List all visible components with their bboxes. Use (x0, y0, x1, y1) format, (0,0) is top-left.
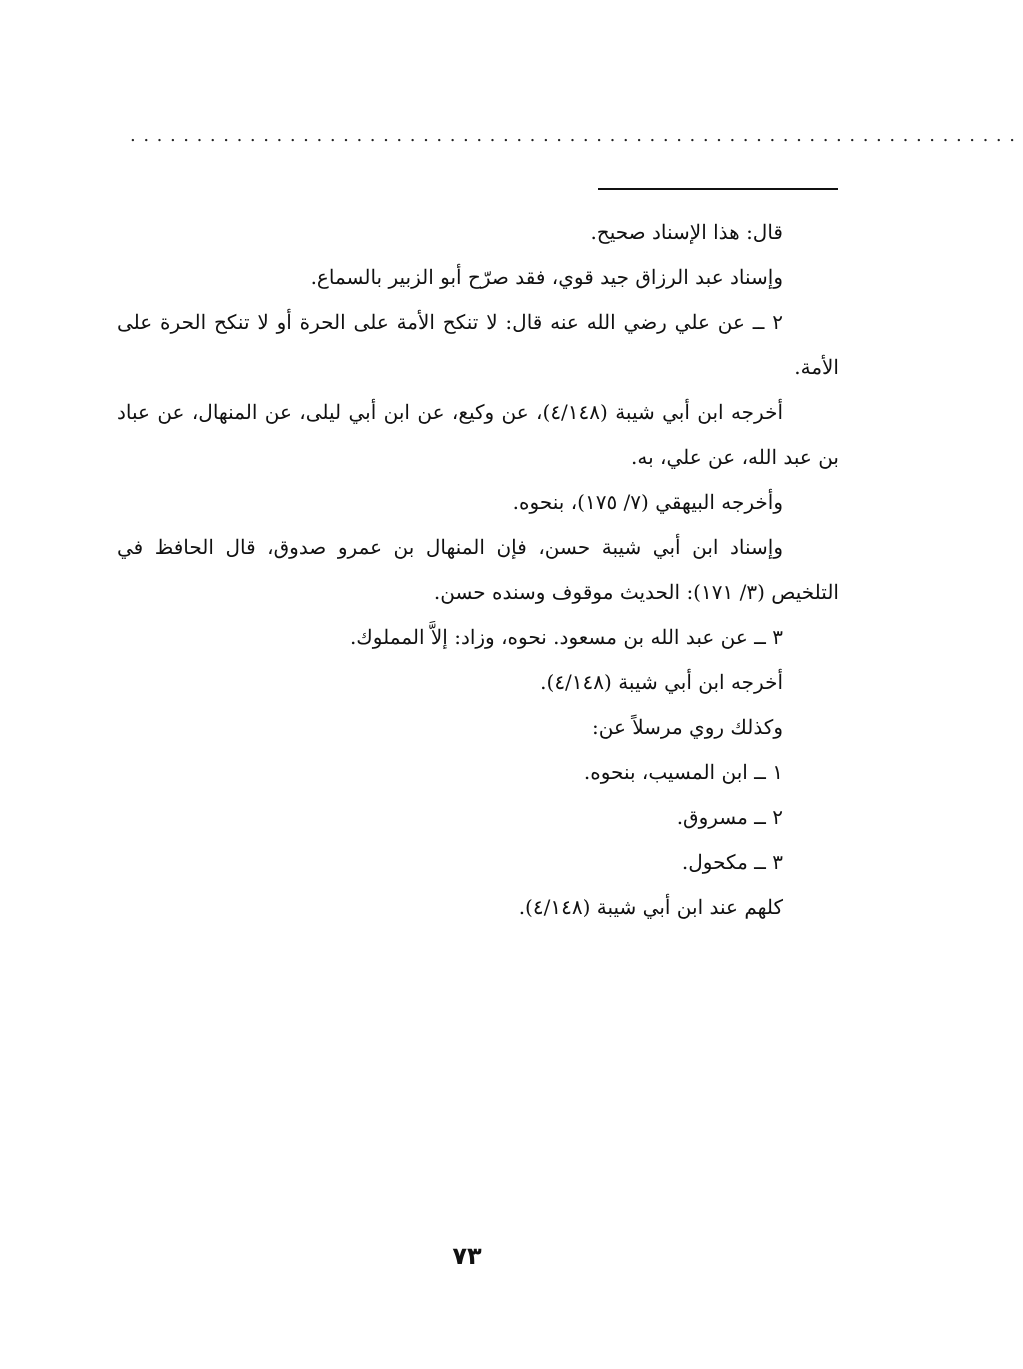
paragraph: أخرجه ابن أبي شيبة (٤/١٤٨)، عن وكيع، عن ابن أبي ليلى، عن المنهال، عن عباد بن عبد الله، عن علي، به. (117, 400, 839, 469)
paragraph: ٣ ــ عن عبد الله بن مسعود. نحوه، وزاد: إلاَّ المملوك. (349, 625, 783, 649)
list-item: ٣ ــ مكحول. (681, 850, 783, 874)
paragraph: وكذلك روي مرسلاً عن: (591, 715, 783, 739)
separator-dots: ................................................................... (130, 125, 1023, 146)
paragraph: وإسناد عبد الرزاق جيد قوي، فقد صرّح أبو الزبير بالسماع. (310, 265, 783, 289)
paragraph: وإسناد ابن أبي شيبة حسن، فإن المنهال بن عمرو صدوق، قال الحافظ في التلخيص (٣/ ١٧١): الحديث موقوف وسنده حسن. (117, 535, 839, 604)
paragraph: وأخرجه البيهقي (٧/ ١٧٥)، بنحوه. (512, 490, 783, 514)
paragraph: ٢ ــ عن علي رضي الله عنه قال: لا تنكح الأمة على الحرة أو لا تنكح الحرة على الأمة. (117, 310, 839, 379)
paragraph: قال: هذا الإسناد صحيح. (590, 220, 783, 244)
closing-line: كلهم عند ابن أبي شيبة (٤/١٤٨). (518, 895, 783, 919)
page-number: ٧٣ (452, 1242, 482, 1270)
footnote-text (117, 210, 839, 930)
footnote-rule (598, 188, 838, 190)
paragraph: أخرجه ابن أبي شيبة (٤/١٤٨). (540, 670, 783, 694)
list-item: ٢ ــ مسروق. (676, 805, 783, 829)
list-item: ١ ــ ابن المسيب، بنحوه. (583, 760, 783, 784)
